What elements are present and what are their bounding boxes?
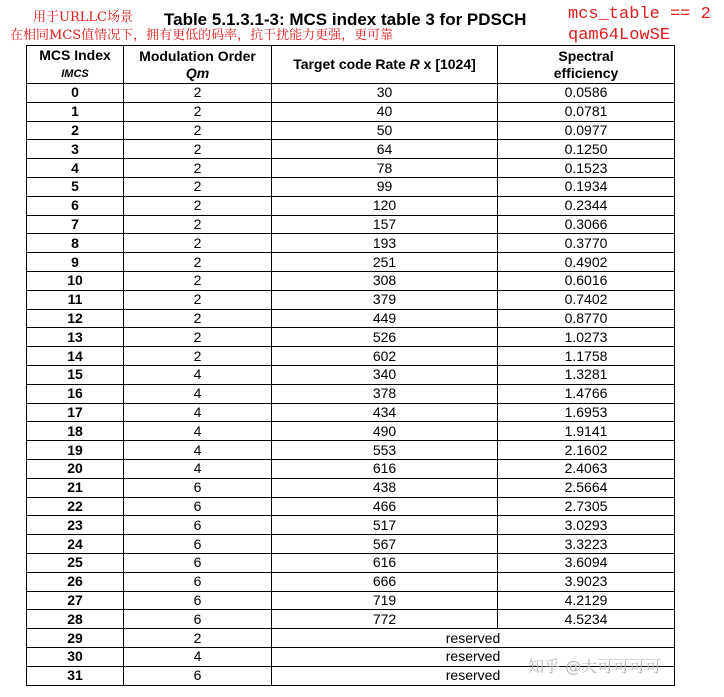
code-rate-cell: 616: [272, 553, 498, 572]
mcs-index-cell: 27: [27, 591, 124, 610]
annotation-reliability-note: 在相同MCS值情况下，拥有更低的码率，抗干扰能力更强，更可靠: [10, 28, 394, 43]
modulation-order-cell: 2: [124, 215, 272, 234]
code-rate-cell: 666: [272, 572, 498, 591]
spectral-efficiency-cell: 0.0586: [498, 84, 675, 103]
modulation-order-cell: 4: [124, 384, 272, 403]
code-rate-cell: 50: [272, 121, 498, 140]
code-rate-cell: 120: [272, 196, 498, 215]
table-row: [27, 102, 675, 121]
header-rate-suffix: x [1024]: [419, 56, 476, 72]
table-header-row: [27, 46, 675, 84]
spectral-efficiency-cell: 0.7402: [498, 290, 675, 309]
spectral-efficiency-cell: 2.7305: [498, 497, 675, 516]
table-row-reserved: [27, 629, 675, 648]
zhihu-watermark: 知乎 @大可可可可: [528, 657, 662, 676]
code-rate-cell: 526: [272, 328, 498, 347]
mcs-index-cell: 28: [27, 610, 124, 629]
header-spectral-efficiency: [498, 46, 675, 84]
table-row: [27, 441, 675, 460]
spectral-efficiency-cell: 2.5664: [498, 478, 675, 497]
mcs-index-cell: 20: [27, 459, 124, 478]
mcs-index-cell: 18: [27, 422, 124, 441]
mcs-index-cell: 2: [27, 121, 124, 140]
spectral-efficiency-cell: 0.1250: [498, 140, 675, 159]
table-title: Table 5.1.3.1-3: MCS index table 3 for PDSCH: [164, 10, 527, 29]
mcs-index-cell: 25: [27, 553, 124, 572]
header-spectral-line1: Spectral: [558, 47, 614, 64]
mcs-index-cell: 1: [27, 102, 124, 121]
table-row: [27, 121, 675, 140]
header-mcs-index: [27, 46, 124, 84]
code-rate-cell: 308: [272, 271, 498, 290]
spectral-efficiency-cell: 0.0977: [498, 121, 675, 140]
table-row: [27, 347, 675, 366]
spectral-efficiency-cell: 3.0293: [498, 516, 675, 535]
header-modulation-order: [124, 46, 272, 84]
mcs-index-cell: 12: [27, 309, 124, 328]
header-target-code-rate: [272, 46, 498, 84]
mcs-index-cell: 9: [27, 253, 124, 272]
modulation-order-cell: 4: [124, 459, 272, 478]
table-row: [27, 516, 675, 535]
code-rate-cell: 719: [272, 591, 498, 610]
table-row: [27, 253, 675, 272]
spectral-efficiency-cell: 0.4902: [498, 253, 675, 272]
code-rate-cell: 553: [272, 441, 498, 460]
table-row: [27, 459, 675, 478]
mcs-index-cell: 7: [27, 215, 124, 234]
table-row: [27, 365, 675, 384]
mcs-index-cell: 30: [27, 647, 124, 666]
mcs-index-cell: 4: [27, 159, 124, 178]
table-row: [27, 196, 675, 215]
reserved-cell: reserved: [272, 666, 675, 685]
annotation-urllc-note: 用于URLLC场景: [33, 10, 133, 25]
code-rate-cell: 193: [272, 234, 498, 253]
table-row: [27, 290, 675, 309]
table-row: [27, 553, 675, 572]
spectral-efficiency-cell: 0.3066: [498, 215, 675, 234]
spectral-efficiency-cell: 3.9023: [498, 572, 675, 591]
table-row: [27, 215, 675, 234]
table-row: [27, 271, 675, 290]
code-rate-cell: 64: [272, 140, 498, 159]
modulation-order-cell: 2: [124, 629, 272, 648]
modulation-order-cell: 6: [124, 572, 272, 591]
code-rate-cell: 567: [272, 535, 498, 554]
mcs-index-cell: 22: [27, 497, 124, 516]
modulation-order-cell: 4: [124, 365, 272, 384]
mcs-index-cell: 24: [27, 535, 124, 554]
spectral-efficiency-cell: 3.6094: [498, 553, 675, 572]
modulation-order-cell: 6: [124, 610, 272, 629]
header-spectral-line2: efficiency: [553, 64, 619, 81]
mcs-index-cell: 17: [27, 403, 124, 422]
mcs-index-cell: 0: [27, 84, 124, 103]
table-row: [27, 422, 675, 441]
table-row: [27, 140, 675, 159]
modulation-order-cell: 2: [124, 290, 272, 309]
mcs-index-cell: 31: [27, 666, 124, 685]
table-row: [27, 497, 675, 516]
mcs-index-cell: 10: [27, 271, 124, 290]
mcs-index-cell: 8: [27, 234, 124, 253]
spectral-efficiency-cell: 4.5234: [498, 610, 675, 629]
table-body: [27, 84, 675, 686]
spectral-efficiency-cell: 0.3770: [498, 234, 675, 253]
table-row: [27, 591, 675, 610]
modulation-order-cell: 2: [124, 234, 272, 253]
spectral-efficiency-cell: 0.6016: [498, 271, 675, 290]
mcs-index-cell: 3: [27, 140, 124, 159]
mcs-index-cell: 15: [27, 365, 124, 384]
header-rate-variable: R: [409, 56, 420, 72]
modulation-order-cell: 6: [124, 478, 272, 497]
header-rate-prefix: Target code Rate: [293, 56, 410, 72]
modulation-order-cell: 2: [124, 347, 272, 366]
spectral-efficiency-cell: 0.0781: [498, 102, 675, 121]
spectral-efficiency-cell: 0.8770: [498, 309, 675, 328]
code-rate-cell: 40: [272, 102, 498, 121]
modulation-order-cell: 6: [124, 497, 272, 516]
reserved-cell: reserved: [272, 647, 675, 666]
spectral-efficiency-cell: 2.1602: [498, 441, 675, 460]
modulation-order-cell: 6: [124, 591, 272, 610]
modulation-order-cell: 2: [124, 140, 272, 159]
spectral-efficiency-cell: 1.9141: [498, 422, 675, 441]
table-row: [27, 384, 675, 403]
header-mcs-index-symbol: IMCS: [61, 67, 89, 80]
code-rate-cell: 602: [272, 347, 498, 366]
spectral-efficiency-cell: 4.2129: [498, 591, 675, 610]
spectral-efficiency-cell: 2.4063: [498, 459, 675, 478]
code-rate-cell: 99: [272, 177, 498, 196]
modulation-order-cell: 2: [124, 328, 272, 347]
mcs-index-cell: 11: [27, 290, 124, 309]
modulation-order-cell: 2: [124, 253, 272, 272]
annotation-qam64lowse: qam64LowSE: [568, 26, 671, 45]
mcs-index-cell: 29: [27, 629, 124, 648]
spectral-efficiency-cell: 1.1758: [498, 347, 675, 366]
modulation-order-cell: 2: [124, 177, 272, 196]
code-rate-cell: 30: [272, 84, 498, 103]
table-row: [27, 572, 675, 591]
modulation-order-cell: 4: [124, 647, 272, 666]
modulation-order-cell: 4: [124, 403, 272, 422]
mcs-index-cell: 16: [27, 384, 124, 403]
mcs-index-cell: 14: [27, 347, 124, 366]
code-rate-cell: 434: [272, 403, 498, 422]
modulation-order-cell: 6: [124, 535, 272, 554]
spectral-efficiency-cell: 0.1934: [498, 177, 675, 196]
table-row: [27, 328, 675, 347]
mcs-index-cell: 19: [27, 441, 124, 460]
table-row: [27, 234, 675, 253]
mcs-index-cell: 6: [27, 196, 124, 215]
code-rate-cell: 157: [272, 215, 498, 234]
code-rate-cell: 78: [272, 159, 498, 178]
code-rate-cell: 490: [272, 422, 498, 441]
annotation-mcs-table-config: mcs_table == 2: [568, 5, 711, 24]
table-row: [27, 478, 675, 497]
code-rate-cell: 379: [272, 290, 498, 309]
table-row: [27, 610, 675, 629]
mcs-index-cell: 26: [27, 572, 124, 591]
code-rate-cell: 438: [272, 478, 498, 497]
modulation-order-cell: 2: [124, 102, 272, 121]
code-rate-cell: 251: [272, 253, 498, 272]
header-modulation-order-symbol: Qm: [185, 64, 210, 81]
code-rate-cell: 340: [272, 365, 498, 384]
spectral-efficiency-cell: 1.0273: [498, 328, 675, 347]
code-rate-cell: 616: [272, 459, 498, 478]
mcs-index-cell: 13: [27, 328, 124, 347]
spectral-efficiency-cell: 1.3281: [498, 365, 675, 384]
mcs-index-cell: 5: [27, 177, 124, 196]
modulation-order-cell: 2: [124, 84, 272, 103]
modulation-order-cell: 2: [124, 196, 272, 215]
header-mcs-index-label: MCS Index: [39, 46, 111, 63]
table-row: [27, 84, 675, 103]
header-modulation-order-label: Modulation Order: [139, 47, 256, 64]
spectral-efficiency-cell: 0.2344: [498, 196, 675, 215]
table-row: [27, 535, 675, 554]
modulation-order-cell: 2: [124, 271, 272, 290]
modulation-order-cell: 4: [124, 441, 272, 460]
spectral-efficiency-cell: 0.1523: [498, 159, 675, 178]
code-rate-cell: 517: [272, 516, 498, 535]
modulation-order-cell: 2: [124, 121, 272, 140]
table-row: [27, 159, 675, 178]
modulation-order-cell: 6: [124, 666, 272, 685]
mcs-index-cell: 23: [27, 516, 124, 535]
code-rate-cell: 466: [272, 497, 498, 516]
reserved-cell: reserved: [272, 629, 675, 648]
table-row: [27, 177, 675, 196]
code-rate-cell: 378: [272, 384, 498, 403]
modulation-order-cell: 6: [124, 516, 272, 535]
spectral-efficiency-cell: 1.6953: [498, 403, 675, 422]
table-row: [27, 403, 675, 422]
modulation-order-cell: 2: [124, 309, 272, 328]
modulation-order-cell: 4: [124, 422, 272, 441]
spectral-efficiency-cell: 3.3223: [498, 535, 675, 554]
modulation-order-cell: 2: [124, 159, 272, 178]
code-rate-cell: 449: [272, 309, 498, 328]
code-rate-cell: 772: [272, 610, 498, 629]
modulation-order-cell: 6: [124, 553, 272, 572]
spectral-efficiency-cell: 1.4766: [498, 384, 675, 403]
table-row: [27, 309, 675, 328]
mcs-index-table: [26, 45, 675, 686]
mcs-index-cell: 21: [27, 478, 124, 497]
